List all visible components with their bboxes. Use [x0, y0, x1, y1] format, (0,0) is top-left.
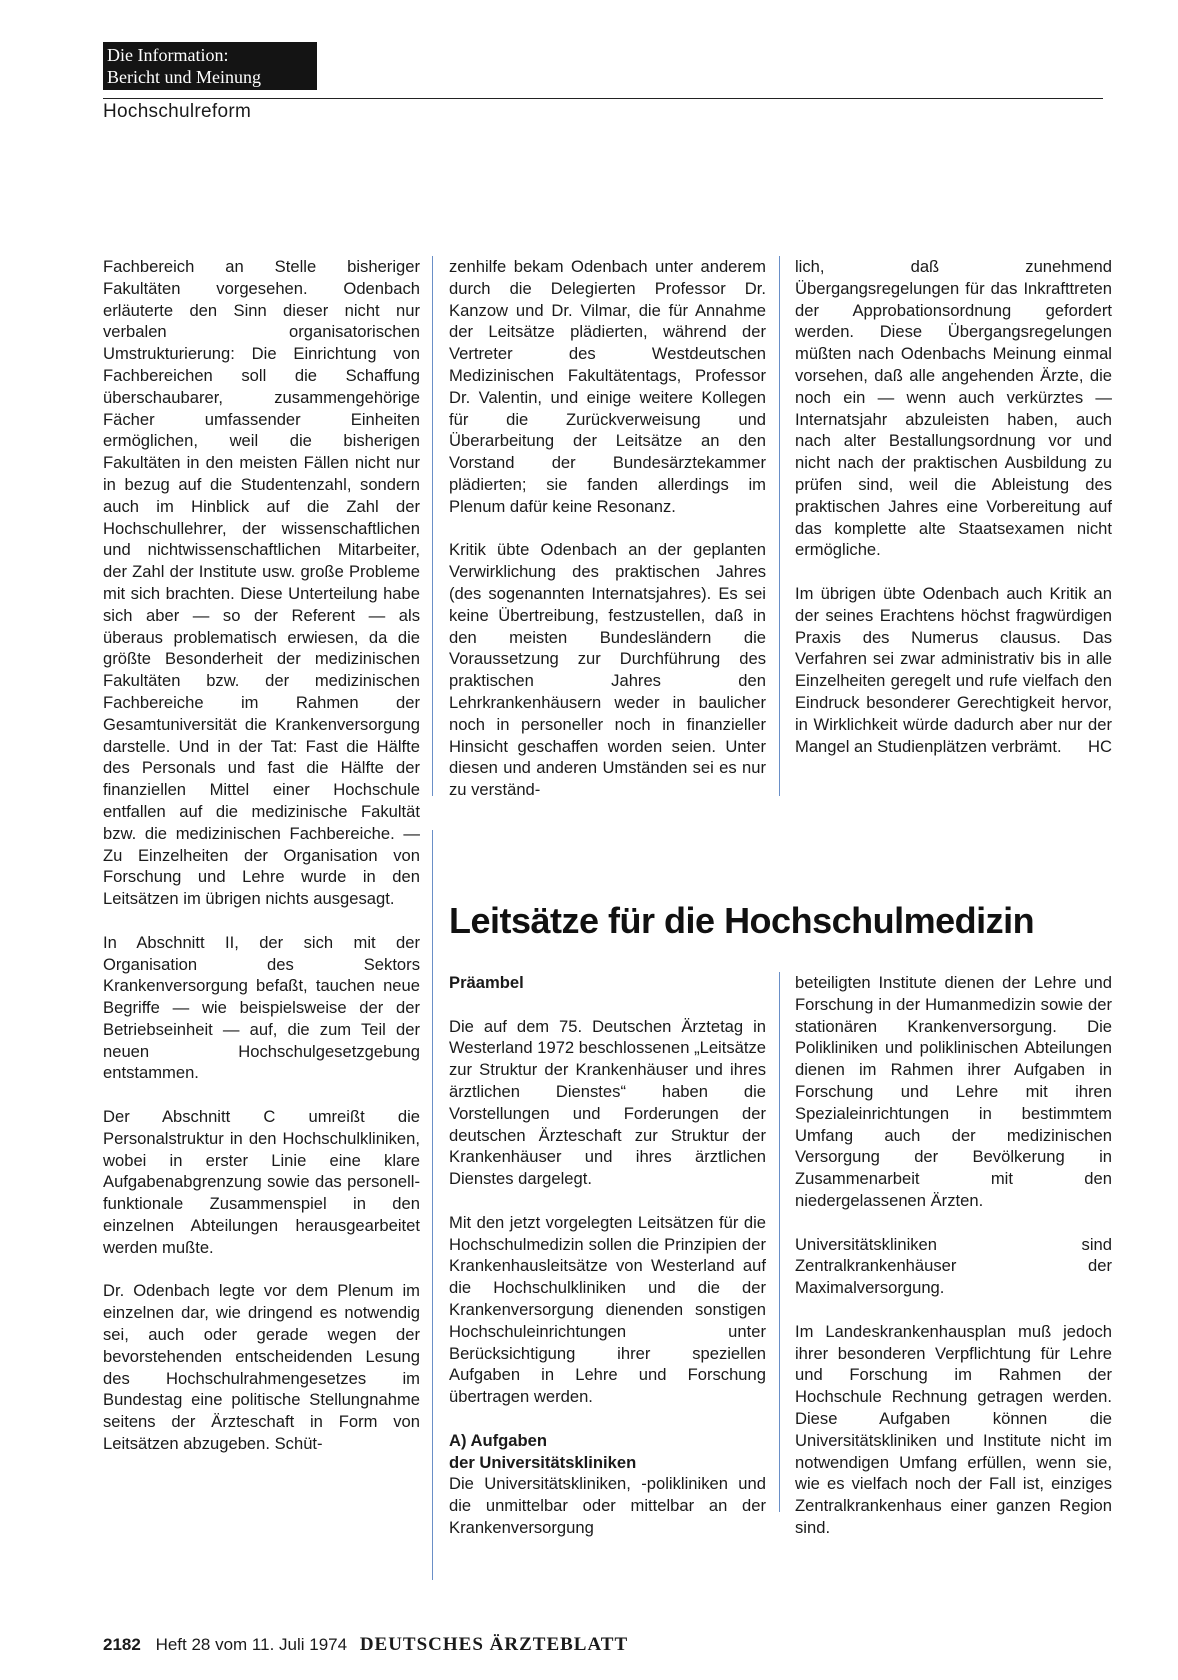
article-column-1 [103, 256, 420, 1455]
article-column-2 [449, 256, 766, 801]
journal-name: DEUTSCHES ÄRZTEBLATT [359, 1634, 629, 1655]
paragraph: Im Landeskrankenhausplan muß jedoch ihrer besonderen Verpflichtung für Lehre und Forschung im Rahmen der Hochschule Rechnung getragen werden. Diese Aufgaben können die Universitätskliniken und Institute nicht im notwendigen Umfang erfüllen, wenn sie, wie es vielfach noch der Fall ist, einziges Zentralkrankenhaus einer ganzen Region sind. [795, 1321, 1112, 1537]
paragraph: Die auf dem 75. Deutschen Ärztetag in Westerland 1972 beschlossenen „Leitsätze zur Struktur der Krankenhäuser und ihres ärztlichen Dienstes“ haben die Vorstellungen und Forderungen der deutschen Ärzteschaft zur Struktur der Krankenhäuser und ihres ärztlichen Dienstes dargelegt. [449, 1016, 767, 1189]
rubric-line-1: Die Information: [107, 45, 229, 65]
paragraph: In Abschnitt II, der sich mit der Organisation des Sektors Krankenversorgung befaßt, tauchen neue Begriffe — wie beispielsweise der der Betriebseinheit — auf, die zum Teil der neuen Hochschulgesetzgebung entstammen. [103, 932, 420, 1083]
praeambel-heading: Präambel [449, 973, 524, 992]
leitsaetze-column-1 [449, 972, 766, 1539]
leitsaetze-column-2 [795, 972, 1112, 1539]
paragraph [795, 583, 1112, 757]
rubric-badge [103, 42, 317, 90]
paragraph: Fachbereich an Stelle bisheriger Fakultäten vorgesehen. Odenbach erläuterte den Sinn dieser nicht nur verbalen organisatorischen Umstrukturierung: Die Einrichtung von Fachbereichen soll die Schaffung überschaubarer, zusammengehörige Fächer umfassender Einheiten ermöglichen, weil die bisherigen Fakultäten in den meisten Fällen nicht nur in bezug auf die Studentenzahl, sondern auch im Hinblick auf die Zahl der Hochschullehrer, der wissenschaftlichen und nichtwissenschaftlichen Mitarbeiter, der Zahl der Institute usw. große Probleme mit sich brachten. Diese Unterteilung habe sich aber — so der Referent — als überaus problematisch erwiesen, da die größte Besonderheit der medizinischen Fakultäten bzw. der medizinischen Fachbereiche im Rahmen der Gesamtuniversität die Krankenversorgung darstelle. Und in der Tat: Fast die Hälfte des Personals und fast die Hälfte der finanziellen Mittel einer Hochschule entfallen auf die medizinische Fakultät bzw. die medizinischen Fachbereiche. — Zu Einzelheiten der Organisation von Forschung und Lehre wurde in den Leitsätzen im übrigen nichts ausgesagt. [103, 257, 420, 909]
section-title: Hochschulreform [103, 101, 252, 122]
issue-info: Heft 28 vom 11. Juli 1974 [155, 1635, 348, 1654]
paragraph-text: Im übrigen übte Odenbach auch Kritik an der seines Erachtens höchst fragwürdigen Praxis des Numerus clausus. Das Verfahren sei zwar administrativ bis in alle Einzelheiten geregelt und rufe vielfach den Eindruck besonderer Gerechtigkeit hervor, in Wirklichkeit würde dadurch aber nur der Mangel an Studienplätzen verbrämt. [795, 583, 1112, 756]
author-initials: HC [1088, 736, 1112, 756]
leitsaetze-headline: Leitsätze für die Hochschulmedizin [449, 900, 1035, 941]
subheading-line-1: A) Aufgaben [449, 1430, 548, 1450]
paragraph: Universitätskliniken sind Zentralkrankenhäuser der Maximalversorgung. [795, 1234, 1112, 1298]
column-rule [432, 256, 433, 796]
paragraph: Die Universitätskliniken, -polikliniken und die unmittelbar oder mittelbar an der Krankenversorgung [449, 1474, 766, 1537]
page-number: 2182 [103, 1635, 141, 1654]
rubric-line-2: Bericht und Meinung [107, 67, 261, 87]
column-rule [779, 972, 780, 1512]
header-rule [103, 98, 1103, 99]
paragraph: beteiligten Institute dienen der Lehre und Forschung in der Humanmedizin sowie der stationären Krankenversorgung. Die Polikliniken und poliklinischen Abteilungen dienen im Rahmen ihrer Aufgaben in Forschung und Lehre mit ihren Spezialeinrichtungen in bestimmtem Umfang auch der medizinischen Versorgung der Bevölkerung in Zusammenarbeit mit den niedergelassenen Ärzten. [795, 973, 1112, 1210]
paragraph: Dr. Odenbach legte vor dem Plenum im einzelnen dar, wie dringend es notwendig sei, auch oder gerade wegen der bevorstehenden entscheidenden Lesung des Hochschulrahmengesetzes im Bundestag eine politische Stellungnahme seitens der Ärzteschaft in Form von Leitsätzen abzugeben. Schüt- [103, 1281, 420, 1454]
paragraph: Kritik übte Odenbach an der geplanten Verwirklichung des praktischen Jahres (des sogenannten Internatsjahres). Es sei keine Übertreibung, festzustellen, daß in den meisten Bundesländern die Voraussetzung zur Durchführung des praktischen Jahres den Lehrkrankenhäusern weder in baulicher noch in personeller noch in finanzieller Hinsicht geschaffen worden seien. Unter diesen und anderen Umständen sei es nur zu verständ- [449, 540, 766, 800]
article-column-3 [795, 256, 1112, 757]
paragraph: Der Abschnitt C umreißt die Personalstruktur in den Hochschulkliniken, wobei in erster Linie eine klare Aufgabenabgrenzung sowie das personell-funktionale Zusammenspiel in den einzelnen Abteilungen herausgearbeitet werden mußte. [103, 1107, 420, 1257]
subheading-aufgaben [449, 1430, 766, 1474]
column-rule [779, 256, 780, 796]
page-footer [103, 1634, 628, 1656]
subheading-line-2: der Universitätskliniken [449, 1452, 637, 1472]
paragraph: Mit den jetzt vorgelegten Leitsätzen für die Hochschulmedizin sollen die Prinzipien der Krankenhausleitsätze von Westerland auf die Hochschulkliniken und die der Krankenversorgung dienenden sonstigen Hochschuleinrichtungen unter Berücksichtigung ihrer speziellen Aufgaben in Lehre und Forschung übertragen werden. [449, 1212, 766, 1407]
paragraph: lich, daß zunehmend Übergangsregelungen für das Inkrafttreten der Approbationsordnung gefordert werden. Diese Übergangsregelungen müßten nach Odenbachs Meinung einmal vorsehen, daß alle angehenden Ärzte, die noch ein — wenn auch verkürztes — Internatsjahr abzuleisten haben, auch nach alter Bestallungsordnung vor und nicht nach der praktischen Ausbildung zu prüfen sind, weil die Ableistung des praktischen Jahres eine Vorbereitung auf das komplette alte Staatsexamen nicht ermögliche. [795, 257, 1112, 560]
column-rule [432, 830, 433, 1580]
paragraph: zenhilfe bekam Odenbach unter anderem durch die Delegierten Professor Dr. Kanzow und Dr. Vilmar, die für Annahme der Leitsätze plädierten, während der Vertreter des Westdeutschen Medizinischen Fakultätentags, Professor Dr. Valentin, und einige weitere Kollegen für die Zurückverweisung und Überarbeitung der Leitsätze an den Vorstand der Bundesärztekammer plädierten; sie fanden allerdings im Plenum dafür keine Resonanz. [449, 257, 766, 516]
